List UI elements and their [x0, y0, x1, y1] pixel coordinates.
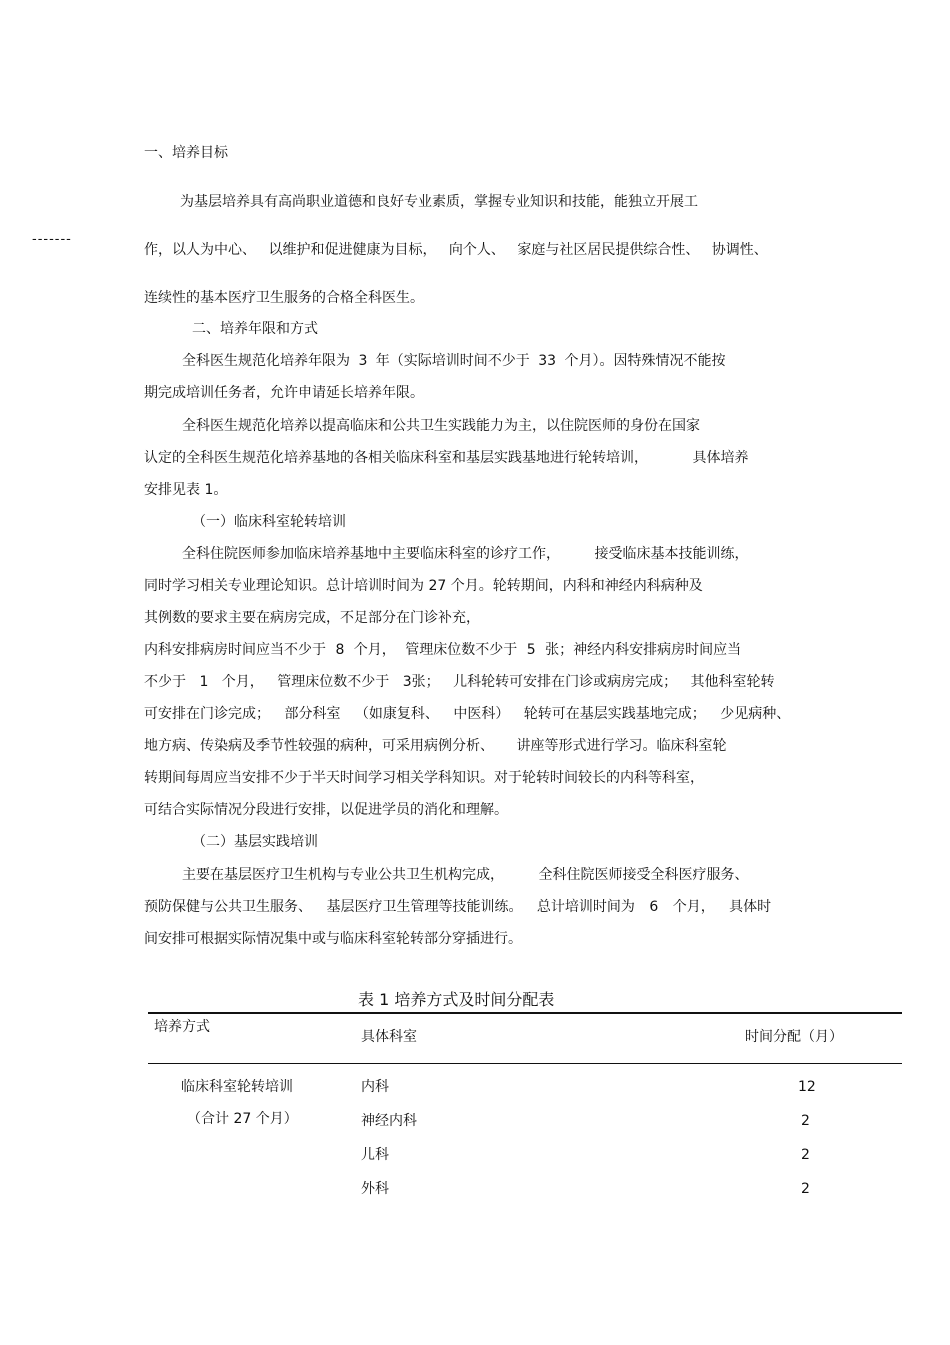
- clinical-line-2: 同时学习相关专业理论知识。总计培训时间为 27 个月。轮转期间，内科和神经内科病种及: [144, 578, 703, 594]
- community-line-1: 主要在基层医疗卫生机构与专业公共卫生机构完成， 全科住院医师接受全科医疗服务、: [182, 867, 749, 883]
- table-caption: 表 1 培养方式及时间分配表: [358, 990, 555, 1009]
- table-group-label: 临床科室轮转培训: [181, 1079, 293, 1095]
- clinical-line-9: 可结合实际情况分段进行安排，以促进学员的消化和理解。: [144, 802, 508, 818]
- clinical-line-7: 地方病、传染病及季节性较强的病种，可采用病例分析、 讲座等形式进行学习。临床科室轮: [144, 738, 727, 754]
- table-header-time: 时间分配（月）: [745, 1029, 843, 1045]
- duration-p2-line-2: 认定的全科医生规范化培养基地的各相关临床科室和基层实践基地进行轮转培训， 具体培养: [144, 450, 749, 466]
- clinical-line-5: 不少于 1 个月， 管理床位数不少于 3张； 儿科轮转可安排在门诊或病房完成； 其他科室轮转: [144, 674, 775, 690]
- goal-line-1: 为基层培养具有高尚职业道德和良好专业素质，掌握专业知识和技能，能独立开展工: [180, 194, 698, 210]
- table-group-subtotal: （合计 27 个月）: [187, 1111, 298, 1127]
- table-row-dept: 神经内科: [361, 1113, 417, 1129]
- clinical-line-3: 其例数的要求主要在病房完成，不足部分在门诊补充，: [144, 610, 480, 626]
- duration-p2-line-3: 安排见表 1。: [144, 482, 228, 498]
- subsection-heading-community: （二）基层实践培训: [192, 834, 318, 850]
- margin-mark: -------: [32, 232, 72, 247]
- table-row-dept: 外科: [361, 1181, 389, 1197]
- subsection-heading-clinical: （一）临床科室轮转培训: [192, 514, 346, 530]
- duration-p1-line-1: 全科医生规范化培养年限为 3 年（实际培训时间不少于 33 个月）。因特殊情况不能按: [182, 353, 726, 369]
- goal-line-3: 连续性的基本医疗卫生服务的合格全科医生。: [144, 290, 424, 306]
- duration-p1-line-2: 期完成培训任务者，允许申请延长培养年限。: [144, 385, 424, 401]
- community-line-2: 预防保健与公共卫生服务、 基层医疗卫生管理等技能训练。 总计培训时间为 6 个月， 具体时: [144, 899, 772, 915]
- clinical-line-6: 可安排在门诊完成； 部分科室 （如康复科、 中医科） 轮转可在基层实践基地完成； 少见病种、: [144, 706, 791, 722]
- table-header-rule: [148, 1063, 902, 1064]
- section-heading-goal: 一、培养目标: [144, 145, 228, 161]
- clinical-line-1: 全科住院医师参加临床培养基地中主要临床科室的诊疗工作， 接受临床基本技能训练，: [182, 546, 749, 562]
- table-row-months: 2: [801, 1181, 810, 1197]
- goal-line-2: 作，以人为中心、 以维护和促进健康为目标， 向个人、 家庭与社区居民提供综合性、 协调性、: [144, 242, 768, 258]
- table-row-months: 12: [798, 1079, 816, 1095]
- section-heading-duration: 二、培养年限和方式: [192, 321, 318, 337]
- clinical-line-4: 内科安排病房时间应当不少于 8 个月， 管理床位数不少于 5 张；神经内科安排病房时间应当: [144, 642, 742, 658]
- table-header-mode: 培养方式: [154, 1019, 210, 1035]
- table-header-dept: 具体科室: [361, 1029, 417, 1045]
- table-row-dept: 内科: [361, 1079, 389, 1095]
- table-top-rule: [148, 1012, 902, 1014]
- table-row-months: 2: [801, 1113, 810, 1129]
- clinical-line-8: 转期间每周应当安排不少于半天时间学习相关学科知识。对于轮转时间较长的内科等科室，: [144, 770, 704, 786]
- duration-p2-line-1: 全科医生规范化培养以提高临床和公共卫生实践能力为主，以住院医师的身份在国家: [182, 418, 700, 434]
- table-row-months: 2: [801, 1147, 810, 1163]
- community-line-3: 间安排可根据实际情况集中或与临床科室轮转部分穿插进行。: [144, 931, 522, 947]
- table-row-dept: 儿科: [361, 1147, 389, 1163]
